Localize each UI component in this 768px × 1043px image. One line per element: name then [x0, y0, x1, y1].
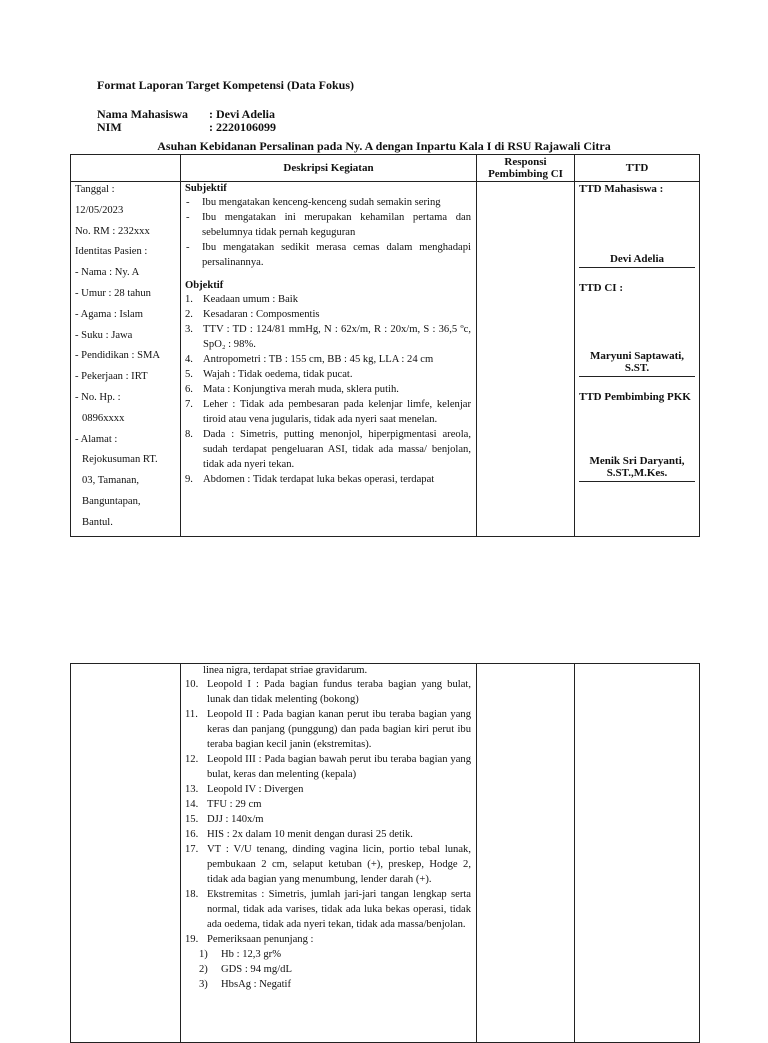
objective-item: 10. Leopold I : Pada bagian fundus teraba bagian yang bulat, lunak dan tidak melenting (bokong) [185, 679, 471, 705]
patient-religion: - Agama : Islam [75, 308, 143, 320]
document-title: Format Laporan Target Kompetensi (Data Fokus) [97, 78, 354, 92]
student-signature-name: Devi Adelia [579, 253, 695, 268]
patient-address-line: Bantul. [82, 516, 113, 528]
activity-description-cell-continued [181, 664, 477, 1043]
patient-address-line: 03, Tamanan, [82, 475, 140, 487]
patient-phone-label: - No. Hp. : [75, 391, 121, 403]
objective-item: 13. Leopold IV : Divergen [185, 784, 304, 795]
objective-item: 16. HIS : 2x dalam 10 menit dengan durasi 25 detik. [185, 829, 413, 840]
objective-item: 2. Kesadaran : Composmentis [185, 309, 320, 320]
patient-phone-value: 0896xxxx [82, 412, 125, 424]
nim-label: NIM [97, 120, 122, 134]
patient-name: - Nama : Ny. A [75, 267, 140, 279]
objective-item: 1. Keadaan umum : Baik [185, 294, 299, 305]
pkk-signature-name: Menik Sri Daryanti, S.ST.,M.Kes. [579, 455, 695, 482]
objective-item: 3. TTV : TD : 124/81 mmHg, N : 62x/m, R : 20x/m, S : 36,5 ºc, SpO₂ : 98%. [185, 324, 471, 350]
patient-identity-cell [71, 182, 181, 537]
supporting-exam-item: 1) Hb : 12,3 gr% [199, 949, 282, 960]
activity-description-cell [181, 182, 477, 537]
patient-ethnicity: - Suku : Jawa [75, 329, 133, 341]
student-name-label: Nama Mahasiswa [97, 107, 189, 121]
objective-item: 4. Antropometri : TB : 155 cm, BB : 45 kg, LLA : 24 cm [185, 354, 434, 365]
objective-item: 15. DJJ : 140x/m [185, 814, 264, 825]
patient-occupation: - Pekerjaan : IRT [75, 371, 148, 383]
subjective-item: - Ibu mengatakan kenceng-kenceng sudah semakin sering [185, 195, 471, 210]
objective-item: 5. Wajah : Tidak oedema, tidak pucat. [185, 369, 353, 380]
supervisor-response-cell [477, 182, 575, 537]
objective-item: 11. Leopold II : Pada bagian kanan perut ibu teraba bagian yang keras dan panjang (punggung) dan pada bagian kiri perut ibu teraba bagian kecil janin (ekstremitas). [185, 709, 471, 750]
objective-item: 17. VT : V/U tenang, dinding vagina licin, portio tebal lunak, pembukaan 2 cm, selaput ketuban (+), preskep, Hodge 2, tidak ada bagian yang menumbung, lender darah (+). [185, 844, 471, 885]
report-subject-title: Asuhan Kebidanan Persalinan pada Ny. A dengan Inpartu Kala I di RSU Rajawali Citra [157, 139, 611, 153]
patient-address-line: Banguntapan, [82, 495, 141, 507]
signature-cell [575, 182, 700, 537]
supporting-exam-item: 3) HbsAg : Negatif [199, 979, 292, 990]
student-name-value: : Devi Adelia [209, 107, 275, 121]
subjective-item: - Ibu mengatakan sedikit merasa cemas dalam menghadapi persalinannya. [185, 240, 471, 270]
patient-identity-cell-continued [71, 664, 181, 1043]
supporting-exam-list [185, 947, 471, 992]
objective-item: 8. Dada : Simetris, putting menonjol, hiperpigmentasi areola, sudah terdapat pengeluaran ASI, tidak ada massa/ benjolan, tidak ada nyeri tekan. [185, 429, 471, 470]
ci-signature-label: TTD CI : [579, 282, 624, 294]
nim-value: : 2220106099 [209, 120, 276, 134]
patient-address-label: - Alamat : [75, 433, 118, 445]
pkk-signature-label: TTD Pembimbing PKK [579, 391, 691, 403]
date-value: 12/05/2023 [75, 204, 124, 216]
objective-list [185, 292, 471, 487]
objective-item: 6. Mata : Konjungtiva merah muda, sklera putih. [185, 384, 399, 395]
report-table-page2 [70, 663, 700, 1043]
objective-item: 19. Pemeriksaan penunjang : [185, 934, 314, 945]
student-signature-label: TTD Mahasiswa : [579, 183, 664, 195]
header-blank-cell [71, 155, 181, 182]
header-description: Deskripsi Kegiatan [181, 155, 477, 182]
header-response: Responsi Pembimbing CI [477, 155, 575, 182]
patient-age: - Umur : 28 tahun [75, 287, 151, 299]
objective-item: 14. TFU : 29 cm [185, 799, 262, 810]
subjective-heading: Subjektif [185, 183, 227, 194]
report-table-page1 [70, 154, 700, 537]
objective-item: 7. Leher : Tidak ada pembesaran pada kelenjar limfe, kelenjar tiroid atau vena jugularis, tidak ada nyeri saat menelan. [185, 399, 471, 425]
objective-item: 12. Leopold III : Pada bagian bawah perut ibu teraba bagian yang bulat, keras dan melenting (kepala) [185, 754, 471, 780]
supporting-exam-item: 2) GDS : 94 mg/dL [199, 964, 292, 975]
subjective-item: - Ibu mengatakan ini merupakan kehamilan pertama dan sebelumnya tidak pernah keguguran [185, 210, 471, 240]
objective-item: 18. Ekstremitas : Simetris, jumlah jari-jari tangan lengkap serta normal, tidak ada varises, tidak ada luka bekas operasi, tidak ada oedema, tidak ada nyeri tekan, tidak ada massa/benjolan. [185, 889, 471, 930]
objective-list-continued [185, 677, 471, 947]
patient-education: - Pendidikan : SMA [75, 350, 161, 362]
date-label: Tanggal : [75, 184, 115, 195]
supervisor-response-cell-continued [477, 664, 575, 1043]
objective-heading: Objektif [185, 280, 224, 291]
patient-identity-label: Identitas Pasien : [75, 246, 148, 258]
objective-item: 9. Abdomen : Tidak terdapat luka bekas operasi, terdapat [185, 474, 435, 485]
signature-cell-continued [575, 664, 700, 1043]
subjective-list [185, 195, 471, 270]
patient-address-line: Rejokusuman RT. [82, 454, 158, 466]
header-ttd: TTD [575, 155, 700, 182]
ci-signature-name: Maryuni Saptawati, S.ST. [579, 350, 695, 377]
objective-item-continuation: linea nigra, terdapat striae gravidarum. [203, 665, 368, 676]
medical-record-number: No. RM : 232xxx [75, 225, 150, 237]
